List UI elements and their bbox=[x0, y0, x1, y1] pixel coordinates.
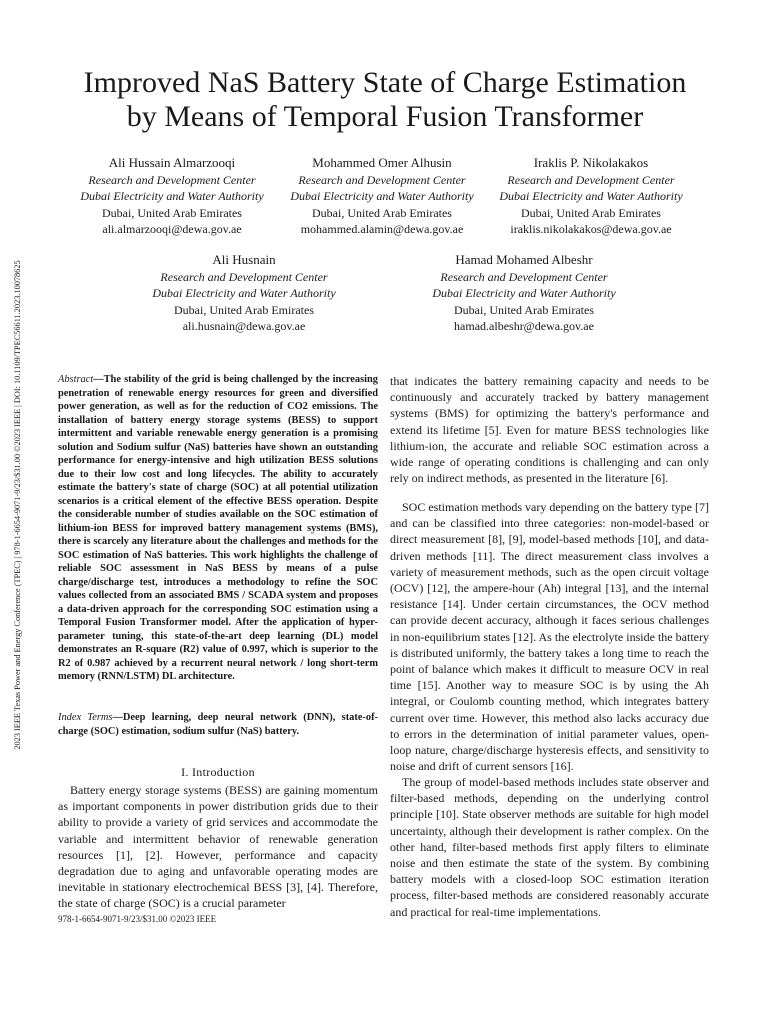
author-name: Ali Husnain bbox=[212, 252, 276, 267]
author-org: Dubai Electricity and Water Authority bbox=[432, 286, 616, 301]
index-terms-lead: Index Terms bbox=[58, 712, 113, 723]
body-paragraph: SOC estimation methods vary depending on the battery type [7] and can be classified into three categories: non-model-based or direct measurement [8], [9], model-based methods [10], and data-driven methods [11]. The direct measurement class involves a variety of measurement methods, such as the open circuit voltage (OCV) [12], the ampere-hour (Ah) integral [13], and the internal resistance [14]. Under certain circumstances, the OCV method can provide decent accuracy, although it faces serious challenges in non-equilibrium states [12]. As the electrolyte inside the battery is distributed uniformly, the battery takes a long time to reach the point of balance which makes it difficult to measure OCV in real time [15]. Another way to measure SOC is by using the Ah integral, or Coulomb counting method, which integrates battery current over time. However, this method also lacks accuracy due to errors in the determination of initial parameter values, open-loop nature, charge/discharge hysteresis effects, and sensitivity to noise and drift of current sensors [16]. bbox=[390, 500, 709, 774]
author-org: Dubai Electricity and Water Authority bbox=[499, 189, 683, 204]
side-identifier: 2023 IEEE Texas Power and Energy Conference (TPEC) | 978-1-6654-9071-9/23/$31.00 ©2023 IEEE | DOI: 10.1109/TPEC56611.2023.10078625 bbox=[13, 260, 22, 750]
abstract bbox=[58, 373, 378, 684]
author-location: Dubai, United Arab Emirates bbox=[312, 205, 452, 220]
author-email: ali.almarzooqi@dewa.gov.ae bbox=[102, 221, 242, 236]
author-location: Dubai, United Arab Emirates bbox=[521, 205, 661, 220]
title-line-1: Improved NaS Battery State of Charge Estimation bbox=[83, 66, 687, 99]
author-org: Dubai Electricity and Water Authority bbox=[152, 286, 336, 301]
author-name: Iraklis P. Nikolakakos bbox=[533, 155, 649, 170]
author-dept: Research and Development Center bbox=[88, 173, 256, 187]
author-location: Dubai, United Arab Emirates bbox=[454, 302, 594, 317]
author-email: mohammed.alamin@dewa.gov.ae bbox=[300, 221, 464, 236]
section-heading: I. Introduction bbox=[181, 765, 255, 779]
author-dept: Research and Development Center bbox=[507, 173, 675, 187]
author-dept: Research and Development Center bbox=[160, 270, 328, 284]
body-paragraph: The group of model-based methods includes state observer and filter-based methods, depending on the underlying control principle [10]. State observer methods are suitable for high model uncertainty, although their development is rather complex. On the other hand, filter-based methods first apply filters to eliminate noise and then estimate the state of the system. By combining battery models with a closed-loop SOC estimation iteration process, filter-based methods are considered reasonably accurate and practical for real-time implementations. bbox=[390, 775, 709, 919]
author-name: Hamad Mohamed Albeshr bbox=[455, 252, 593, 267]
body-paragraph: that indicates the battery remaining capacity and needs to be continuously and accurately tracked by battery management systems (BMS) for optimizing the battery's performance and extend its lifetime [5]. Even for mature BESS technologies like lithium-ion, the accurate and reliable SOC estimation across a wide range of operating conditions is challenging and can only rely on indirect methods, as presented in the literature [6]. bbox=[390, 374, 709, 486]
intro-paragraph: Battery energy storage systems (BESS) are gaining momentum as important components in power distribution grids due to their ability to provide a variety of grid services and accommodate the variable and intermittent behavior of renewable generation resources [1], [2]. However, performance and capacity degradation due to aging and unfavorable operating modes are inevitable in stationary electrochemical BESS [3], [4]. Therefore, the state of charge (SOC) is a crucial parameter bbox=[58, 783, 378, 911]
author-org: Dubai Electricity and Water Authority bbox=[80, 189, 264, 204]
author-block bbox=[136, 251, 352, 334]
author-email: ali.husnain@dewa.gov.ae bbox=[182, 318, 306, 333]
author-name: Ali Hussain Almarzooqi bbox=[108, 155, 236, 170]
title-line-2: by Means of Temporal Fusion Transformer bbox=[126, 100, 644, 133]
author-dept: Research and Development Center bbox=[440, 270, 608, 284]
index-terms bbox=[58, 711, 378, 738]
abstract-text: —The stability of the grid is being challenged by the increasing penetration of renewable energy resources for green and diversified power generation, as well as for the reduction of CO2 emissions. The installation of battery energy storage systems (BESS) to support intermittent and variable renewable energy generation is a promising solution and Sodium sulfur (NaS) batteries have shown an outstanding performance for energy-intensive and high utilization BESS solutions due to their low cost and long lifecycles. The ability to accurately estimate the battery's state of charge (SOC) at all potential utilization scenarios is a critical element of the effective BESS operation. Despite the considerable number of studies available on the SOC estimation of lithium-ion BESS for improved battery management systems (BMS), there is scarcely any literature about the challenges and methods for the SOC estimation of NaS batteries. This work highlights the challenge of reliable SOC assessment in NaS BESS by means of a pulse charge/discharge test, introduces a methodology to refine the SOC values collected from an associated BMS / SCADA system and proposes a data-driven approach for the corresponding SOC estimation using a Temporal Fusion Transformer model. After the application of hyper-parameter tuning, this state-of-the-art deep learning (DL) model demonstrates an R-square (R2) value of 0.997, which is superior to the R2 of 0.987 achieved by a recurrent neural network / long short-term memory (RNN/LSTM) DL architecture. bbox=[58, 374, 378, 682]
author-dept: Research and Development Center bbox=[298, 173, 466, 187]
copyright-footer: 978-1-6654-9071-9/23/$31.00 ©2023 IEEE bbox=[58, 914, 217, 924]
author-email: hamad.albeshr@dewa.gov.ae bbox=[454, 318, 594, 333]
paper-title bbox=[60, 66, 710, 134]
author-org: Dubai Electricity and Water Authority bbox=[290, 189, 474, 204]
abstract-lead: Abstract bbox=[58, 374, 94, 385]
author-location: Dubai, United Arab Emirates bbox=[102, 205, 242, 220]
author-block bbox=[274, 154, 490, 237]
author-email: iraklis.nikolakakos@dewa.gov.ae bbox=[510, 221, 672, 236]
author-block bbox=[64, 154, 280, 237]
author-block bbox=[416, 251, 632, 334]
index-terms-text: —Deep learning, deep neural network (DNN), state-of-charge (SOC) estimation, sodium sulfur (NaS) battery. bbox=[58, 712, 378, 737]
author-name: Mohammed Omer Alhusin bbox=[312, 155, 452, 170]
author-block bbox=[483, 154, 699, 237]
author-location: Dubai, United Arab Emirates bbox=[174, 302, 314, 317]
